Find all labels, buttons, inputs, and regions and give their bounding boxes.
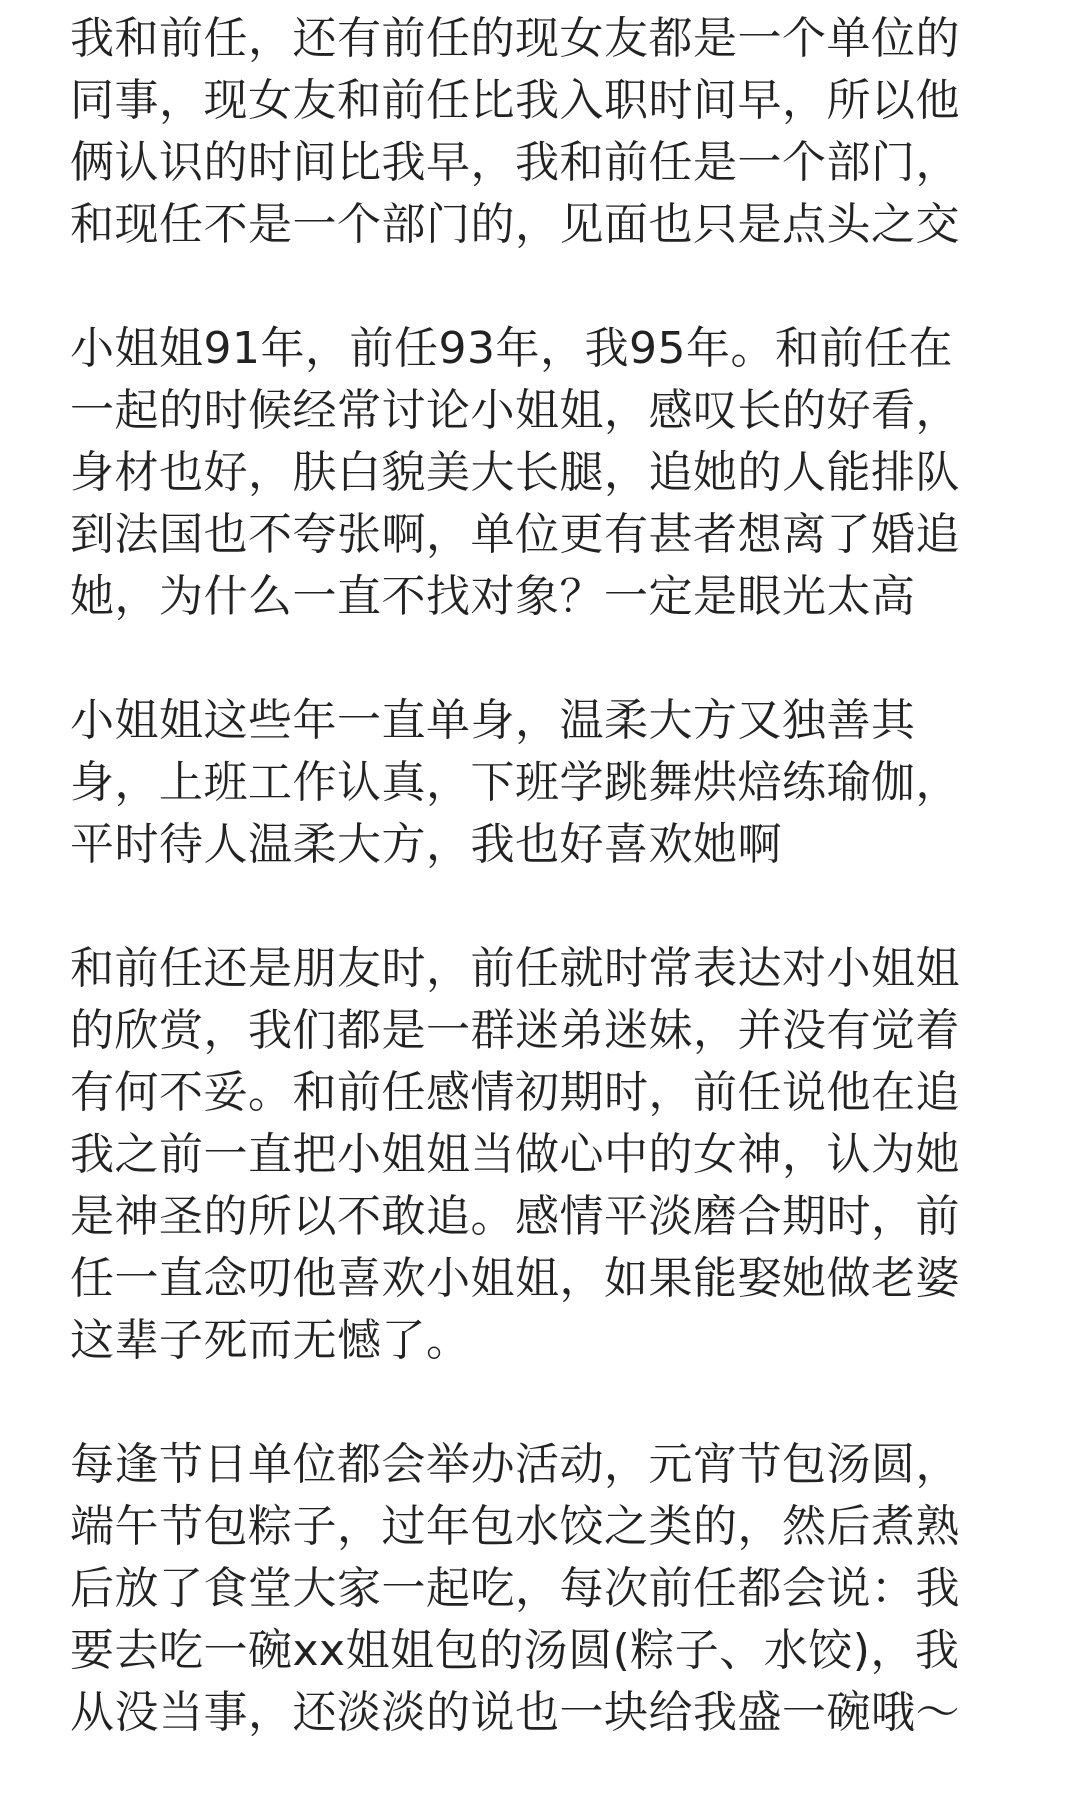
- text-line: 有何不妥。和前任感情初期时，前任说他在追: [70, 1067, 960, 1118]
- text-line: 小姐姐91年，前任93年，我95年。和前任在: [70, 323, 953, 374]
- article-body: [70, 8, 1010, 1744]
- text-line: 这辈子死而无憾了。: [70, 1315, 471, 1366]
- text-line: 从没当事，还淡淡的说也一块给我盛一碗哦～: [70, 1687, 960, 1738]
- text-line: 一起的时候经常讨论小姐姐，感叹长的好看，: [70, 385, 960, 436]
- paragraph-4: [70, 938, 1010, 1372]
- paragraph-1: [70, 8, 1010, 256]
- text-line: 身，上班工作认真，下班学跳舞烘焙练瑜伽，: [70, 757, 960, 808]
- paragraph-2: [70, 318, 1010, 628]
- text-line: 任一直念叨他喜欢小姐姐，如果能娶她做老婆: [70, 1253, 960, 1304]
- text-line: 平时待人温柔大方，我也好喜欢她啊: [70, 819, 782, 870]
- text-line: 我和前任，还有前任的现女友都是一个单位的: [70, 13, 960, 64]
- paragraph-3: [70, 690, 1010, 876]
- text-line: 和前任还是朋友时，前任就时常表达对小姐姐: [70, 943, 960, 994]
- text-line: 每逢节日单位都会举办活动，元宵节包汤圆，: [70, 1439, 960, 1490]
- paragraph-5: [70, 1434, 1010, 1744]
- text-line: 同事，现女友和前任比我入职时间早，所以他: [70, 75, 960, 126]
- text-line: 她，为什么一直不找对象？一定是眼光太高: [70, 571, 916, 622]
- text-line: 端午节包粽子，过年包水饺之类的，然后煮熟: [70, 1501, 960, 1552]
- text-line: 和现任不是一个部门的，见面也只是点头之交: [70, 199, 960, 250]
- text-line: 到法国也不夸张啊，单位更有甚者想离了婚追: [70, 509, 960, 560]
- text-line: 小姐姐这些年一直单身，温柔大方又独善其: [70, 695, 916, 746]
- text-line: 身材也好，肤白貌美大长腿，追她的人能排队: [70, 447, 960, 498]
- text-line: 要去吃一碗xx姐姐包的汤圆(粽子、水饺)，我: [70, 1625, 960, 1676]
- text-line: 后放了食堂大家一起吃，每次前任都会说：我: [70, 1563, 960, 1614]
- text-line: 是神圣的所以不敢追。感情平淡磨合期时，前: [70, 1191, 960, 1242]
- text-line: 的欣赏，我们都是一群迷弟迷妹，并没有觉着: [70, 1005, 960, 1056]
- text-line: 俩认识的时间比我早，我和前任是一个部门，: [70, 137, 960, 188]
- text-line: 我之前一直把小姐姐当做心中的女神，认为她: [70, 1129, 960, 1180]
